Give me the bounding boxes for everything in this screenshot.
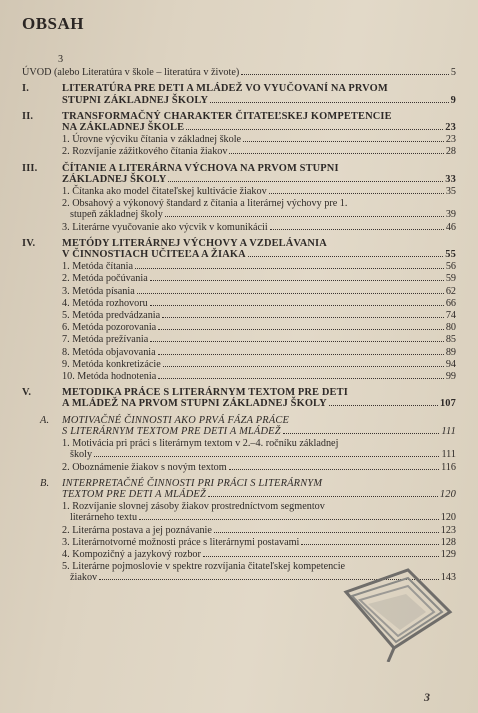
- toc-page-number: 62: [445, 285, 456, 297]
- toc-number: A.: [40, 414, 50, 426]
- toc-page-number: 59: [445, 273, 456, 285]
- leader-dots: [150, 305, 444, 306]
- toc-entry-title: 3: [58, 54, 64, 65]
- toc-entry: [22, 67, 456, 78]
- toc-entry-title: 6. Metóda pozorovania: [62, 322, 157, 334]
- leader-dots: [270, 229, 444, 230]
- toc-page-number: 55: [445, 249, 456, 261]
- toc-page-number: 23: [445, 134, 456, 146]
- toc-entry: [22, 537, 456, 548]
- toc-entry-title: 1. Úrovne výcviku čítania v základnej škole: [62, 134, 242, 146]
- toc-entry-title: METODIKA PRÁCE S LITERÁRNYM TEXTOM PRE DETI: [62, 387, 348, 399]
- toc-page-number: 123: [440, 524, 456, 536]
- toc-entry: [22, 261, 456, 272]
- bookmark-ribbon-icon: [338, 552, 458, 662]
- leader-dots: [269, 193, 444, 194]
- toc-number: V.: [22, 387, 32, 399]
- toc-page-number: 46: [445, 221, 456, 233]
- leader-dots: [229, 469, 439, 470]
- toc-entry-title: NA ZÁKLADNEJ ŠKOLE: [62, 122, 185, 134]
- toc-entry-title: 5. Literárne pojmoslovie v spektre rozvíjania čitateľskej kompetencie: [62, 561, 346, 573]
- toc-entry-title: 2. Obsahový a výkonový štandard z čítania a literárnej výchovy pre 1.: [62, 198, 348, 210]
- toc-entry-title: 9. Metóda konkretizácie: [62, 358, 161, 370]
- toc-entry-title: literárneho textu: [70, 512, 138, 524]
- toc-entry-title: školy: [70, 449, 93, 461]
- leader-dots: [165, 216, 444, 217]
- toc-number: IV.: [22, 237, 36, 249]
- toc-entry: [22, 222, 456, 233]
- toc-entry: [22, 334, 456, 345]
- toc-page-number: 28: [445, 146, 456, 158]
- toc-number: B.: [40, 477, 50, 489]
- toc-entry-title: V ČINNOSTIACH UČITEĽA A ŽIAKA: [62, 249, 246, 261]
- toc-page-number: 99: [445, 371, 456, 383]
- toc-entry-title: 10. Metóda hodnotenia: [62, 371, 157, 383]
- toc-page-number: 111: [441, 449, 456, 461]
- toc-entry-title: 1. Čítanka ako model čitateľskej kultivácie žiakov: [62, 186, 267, 198]
- page-number: 3: [424, 690, 430, 704]
- toc-entry-title: 4. Kompozičný a jazykový rozbor: [62, 548, 201, 560]
- leader-dots: [283, 433, 440, 434]
- toc-entry-title: S LITERÁRNYM TEXTOM PRE DETI A MLÁDEŽ: [62, 425, 281, 437]
- leader-dots: [163, 366, 444, 367]
- toc-entry-title: 3. Metóda písania: [62, 285, 135, 297]
- toc-page-number: 85: [445, 334, 456, 346]
- toc-entry-title: TRANSFORMAČNÝ CHARAKTER ČITATEĽSKEJ KOMPETENCIE: [62, 110, 392, 122]
- leader-dots: [150, 341, 444, 342]
- toc-entry: [22, 198, 456, 220]
- toc-page-number: 128: [440, 536, 456, 548]
- leader-dots: [214, 532, 439, 533]
- toc-page-number: 23: [445, 122, 456, 134]
- toc-entry: [22, 501, 456, 523]
- leader-dots: [158, 354, 444, 355]
- toc-entry: [22, 186, 456, 197]
- toc-entry: [22, 438, 456, 460]
- toc-entry-title: INTERPRETAČNÉ ČINNOSTI PRI PRÁCI S LITERÁRNYM: [62, 477, 323, 489]
- toc-entry: [22, 322, 456, 333]
- toc-entry: [22, 54, 456, 65]
- toc-page-number: 56: [445, 261, 456, 273]
- toc-entry: [22, 134, 456, 145]
- toc-entry-title: 5. Metóda predvádzania: [62, 310, 161, 322]
- toc-number: III.: [22, 162, 38, 174]
- toc-entry-title: stupeň základnej školy: [70, 209, 163, 221]
- toc-entry: [22, 298, 456, 309]
- leader-dots: [208, 496, 438, 497]
- toc-page-number: 116: [441, 461, 456, 473]
- toc-entry: [22, 462, 456, 473]
- toc-page-number: 33: [445, 173, 456, 185]
- toc-entry-title: 1. Motivácia pri práci s literárnym textom v 2.–4. ročníku základnej: [62, 438, 339, 450]
- toc-entry-title: ÚVOD (alebo Literatúra v škole – literatúra v živote): [22, 67, 240, 79]
- toc-entry: [22, 286, 456, 297]
- toc-page-number: 120: [439, 488, 456, 500]
- leader-dots: [158, 378, 444, 379]
- toc-page-number: 39: [445, 209, 456, 221]
- toc-page-number: 74: [445, 310, 456, 322]
- toc-entry: [22, 359, 456, 370]
- leader-dots: [135, 268, 444, 269]
- toc-entry-title: METÓDY LITERÁRNEJ VÝCHOVY A VZDELÁVANIA: [62, 237, 327, 249]
- toc-entry-title: 8. Metóda objavovania: [62, 346, 156, 358]
- leader-dots: [139, 519, 439, 520]
- toc-section: [22, 478, 456, 500]
- toc-chapter: [22, 387, 456, 409]
- toc-page-number: 107: [439, 398, 456, 410]
- toc-entry: [22, 525, 456, 536]
- toc-entry-title: ČÍTANIE A LITERÁRNA VÝCHOVA NA PRVOM STUPNI: [62, 162, 339, 174]
- toc-page-number: 94: [445, 358, 456, 370]
- leader-dots: [150, 280, 444, 281]
- toc-entry-title: ZÁKLADNEJ ŠKOLY: [62, 173, 167, 185]
- leader-dots: [162, 317, 444, 318]
- toc-entry-title: 7. Metóda prežívania: [62, 334, 149, 346]
- toc-entry: [22, 371, 456, 382]
- toc-entry-title: 2. Literárna postava a jej poznávanie: [62, 524, 212, 536]
- toc-entry-title: A MLÁDEŽ NA PRVOM STUPNI ZÁKLADNEJ ŠKOLY: [62, 398, 327, 410]
- toc-entry-title: LITERATÚRA PRE DETI A MLÁDEŽ VO VYUČOVANÍ NA PRVOM: [62, 83, 388, 95]
- toc-entry: [22, 146, 456, 157]
- toc-page-number: 80: [445, 322, 456, 334]
- leader-dots: [248, 256, 444, 257]
- table-of-contents: [22, 54, 456, 584]
- toc-entry-title: 1. Rozvíjanie slovnej zásoby žiakov prostredníctvom segmentov: [62, 501, 325, 513]
- toc-page-number: 66: [445, 297, 456, 309]
- page-title: OBSAH: [22, 14, 85, 33]
- toc-entry-title: 2. Rozvíjanie zážitkového čítania žiakov: [62, 146, 228, 158]
- toc-entry: [22, 347, 456, 358]
- toc-page-number: 35: [445, 186, 456, 198]
- toc-entry: [22, 310, 456, 321]
- toc-section: [22, 415, 456, 437]
- toc-page-number: 120: [440, 512, 456, 524]
- toc-page-number: 5: [450, 67, 456, 79]
- leader-dots: [241, 74, 449, 75]
- toc-entry-title: žiakov: [70, 572, 98, 584]
- toc-entry-title: TEXTOM PRE DETI A MLÁDEŽ: [62, 488, 206, 500]
- toc-page-number: 129: [440, 548, 456, 560]
- toc-entry-title: 4. Metóda rozhovoru: [62, 297, 148, 309]
- toc-chapter: [22, 163, 456, 185]
- toc-page-number: 9: [450, 94, 456, 106]
- leader-dots: [329, 405, 438, 406]
- leader-dots: [243, 141, 444, 142]
- leader-dots: [168, 181, 443, 182]
- toc-entry-title: 1. Metóda čítania: [62, 261, 134, 273]
- toc-number: I.: [22, 83, 29, 95]
- toc-number: II.: [22, 110, 34, 122]
- leader-dots: [186, 129, 443, 130]
- toc-chapter: [22, 83, 456, 105]
- toc-entry-title: 3. Literárne vyučovanie ako výcvik v komunikácii: [62, 221, 268, 233]
- toc-entry-title: 2. Metóda počúvania: [62, 273, 148, 285]
- leader-dots: [158, 329, 444, 330]
- toc-chapter: [22, 238, 456, 260]
- toc-entry: [22, 273, 456, 284]
- leader-dots: [210, 102, 449, 103]
- toc-page-number: 143: [440, 572, 456, 584]
- toc-page-number: 111: [441, 425, 456, 437]
- toc-entry-title: 3. Literárnotvorné možnosti práce s literárnymi postavami: [62, 536, 300, 548]
- leader-dots: [301, 544, 438, 545]
- leader-dots: [94, 456, 439, 457]
- toc-entry-title: MOTIVAČNÉ ČINNOSTI AKO PRVÁ FÁZA PRÁCE: [62, 414, 290, 426]
- leader-dots: [229, 153, 443, 154]
- toc-page-number: 89: [445, 346, 456, 358]
- toc-entry-title: STUPNI ZÁKLADNEJ ŠKOLY: [62, 94, 209, 106]
- toc-chapter: [22, 111, 456, 133]
- leader-dots: [137, 293, 444, 294]
- toc-entry-title: 2. Oboznámenie žiakov s novým textom: [62, 461, 227, 473]
